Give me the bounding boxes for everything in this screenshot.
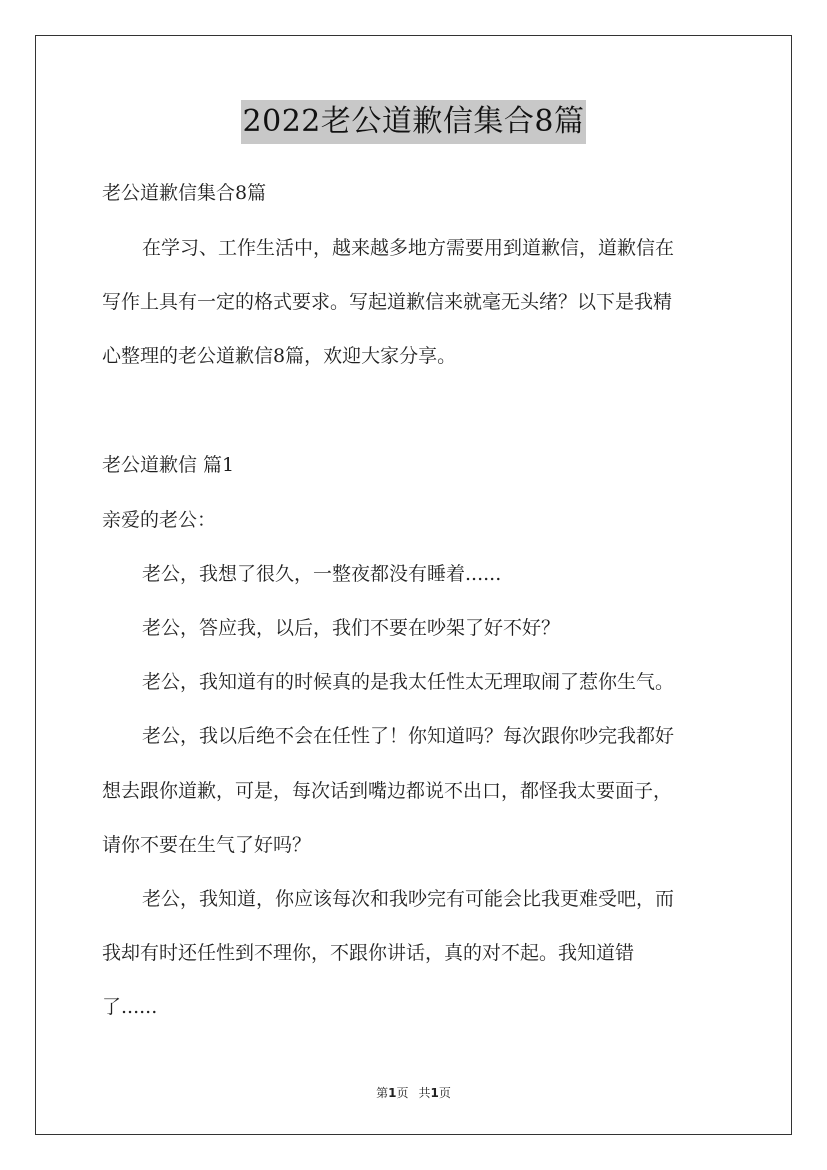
page-prefix: 第 (376, 1086, 389, 1100)
body-line-7: 老公，我知道，你应该每次和我吵完有可能会比我更难受吧，而 (142, 888, 675, 910)
total-suffix: 页 (438, 1086, 451, 1100)
intro-line-3: 心整理的老公道歉信8篇，欢迎大家分享。 (102, 345, 457, 367)
body-line-1: 老公，我想了很久，一整夜都没有睡着...... (142, 563, 502, 585)
page-number: 1 (388, 1086, 397, 1100)
body-line-9: 了...... (102, 996, 158, 1018)
body-line-3: 老公，我知道有的时候真的是我太任性太无理取闹了惹你生气。 (142, 671, 675, 693)
salutation: 亲爱的老公： (102, 509, 217, 531)
total-pages: 1 (430, 1086, 439, 1100)
body-line-5: 想去跟你道歉，可是，每次话到嘴边都说不出口，都怪我太要面子， (102, 780, 673, 802)
body-line-2: 老公，答应我，以后，我们不要在吵架了好不好？ (142, 617, 561, 639)
page-suffix: 页 (396, 1086, 409, 1100)
document-title: 2022老公道歉信集合8篇 (241, 100, 587, 144)
total-prefix: 共 (418, 1086, 431, 1100)
page-footer (0, 1084, 827, 1101)
body-line-4: 老公，我以后绝不会在任性了！你知道吗？每次跟你吵完我都好 (142, 725, 675, 747)
body-line-6: 请你不要在生气了好吗？ (102, 834, 312, 856)
intro-line-2: 写作上具有一定的格式要求。写起道歉信来就毫无头绪？以下是我精 (102, 291, 673, 313)
title-container (0, 100, 827, 144)
body-line-8: 我却有时还任性到不理你，不跟你讲话，真的对不起。我知道错 (102, 942, 635, 964)
document-subtitle: 老公道歉信集合8篇 (102, 182, 267, 204)
section-heading: 老公道歉信 篇1 (102, 454, 235, 476)
intro-line-1: 在学习、工作生活中，越来越多地方需要用到道歉信，道歉信在 (142, 237, 675, 259)
